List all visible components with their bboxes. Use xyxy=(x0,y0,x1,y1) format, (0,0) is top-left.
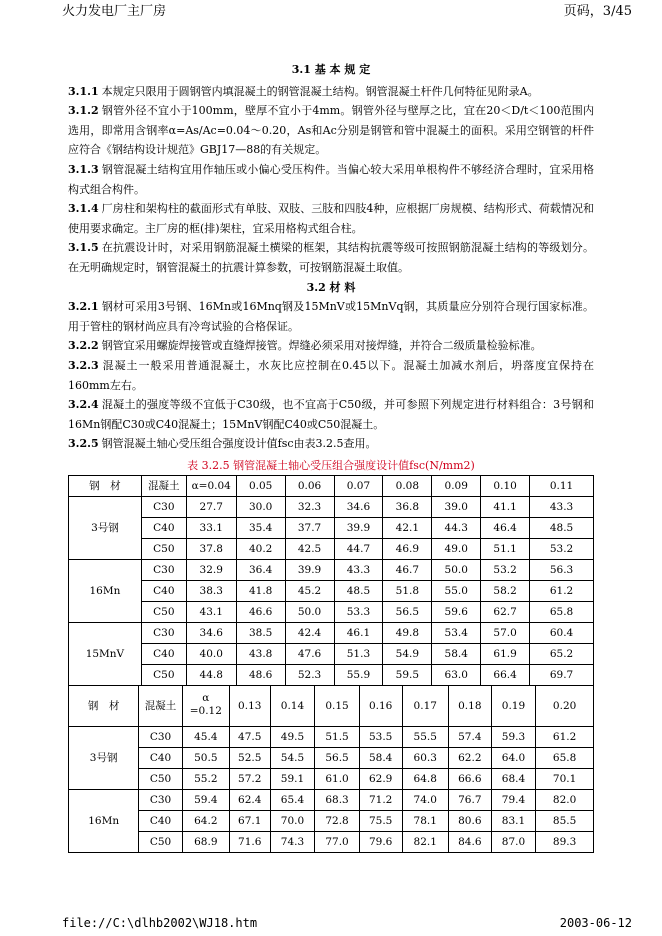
table-row xyxy=(69,790,594,811)
strength-value: 46.9 xyxy=(383,539,432,560)
strength-value: 40.2 xyxy=(236,539,285,560)
steel-grade: 15MnV xyxy=(69,623,142,686)
strength-value: 84.6 xyxy=(448,832,491,853)
table-row xyxy=(69,832,594,853)
strength-value: 38.3 xyxy=(186,581,236,602)
strength-value: 60.3 xyxy=(402,748,448,769)
strength-value: 41.1 xyxy=(481,497,530,518)
strength-value: 49.5 xyxy=(270,727,315,748)
strength-value: 51.8 xyxy=(383,581,432,602)
strength-value: 72.8 xyxy=(315,811,360,832)
steel-grade: 16Mn xyxy=(69,790,139,853)
concrete-grade: C30 xyxy=(141,497,186,518)
strength-value: 32.3 xyxy=(285,497,334,518)
header-alpha: 0.18 xyxy=(448,686,491,727)
strength-value: 52.3 xyxy=(285,665,334,686)
print-date: 2003-06-12 xyxy=(559,916,632,930)
strength-value: 43.3 xyxy=(334,560,383,581)
concrete-grade: C40 xyxy=(141,644,186,665)
strength-value: 70.0 xyxy=(270,811,315,832)
strength-value: 27.7 xyxy=(186,497,236,518)
strength-value: 58.4 xyxy=(432,644,481,665)
strength-value: 64.2 xyxy=(182,811,229,832)
section-title-3-2: 3.2 材 料 xyxy=(306,280,356,294)
strength-value: 52.5 xyxy=(229,748,270,769)
strength-value: 44.8 xyxy=(186,665,236,686)
table-row xyxy=(69,811,594,832)
concrete-grade: C50 xyxy=(139,832,183,853)
strength-value: 48.6 xyxy=(236,665,285,686)
strength-value: 51.3 xyxy=(334,644,383,665)
clause-paragraph xyxy=(68,336,594,356)
strength-value: 30.0 xyxy=(236,497,285,518)
strength-value: 50.0 xyxy=(285,602,334,623)
concrete-grade: C50 xyxy=(139,769,183,790)
strength-value: 62.9 xyxy=(359,769,402,790)
strength-value: 55.5 xyxy=(402,727,448,748)
clause-number: 3.2.1 xyxy=(68,300,99,314)
header-alpha: 0.11 xyxy=(530,476,594,497)
clause-text: 本规定只限用于圆钢管内填混凝土的钢管混凝土结构。钢管混凝土杆件几何特征见附录A。 xyxy=(101,84,539,98)
strength-value: 56.5 xyxy=(315,748,360,769)
concrete-grade: C40 xyxy=(141,518,186,539)
strength-value: 50.0 xyxy=(432,560,481,581)
header-alpha: 0.16 xyxy=(359,686,402,727)
steel-grade: 3号钢 xyxy=(69,497,142,560)
clause-paragraph xyxy=(68,434,594,454)
clause-paragraph xyxy=(68,160,594,199)
strength-value: 45.4 xyxy=(182,727,229,748)
strength-value: 68.3 xyxy=(315,790,360,811)
concrete-grade: C30 xyxy=(141,560,186,581)
clause-number: 3.2.2 xyxy=(68,339,99,353)
clause-text: 钢管宜采用螺旋焊接管或直缝焊接管。焊缝必须采用对接焊缝，并符合二级质量检验标准。 xyxy=(101,339,542,353)
concrete-grade: C40 xyxy=(141,581,186,602)
header-alpha: 0.20 xyxy=(536,686,594,727)
header-alpha: 0.09 xyxy=(432,476,481,497)
strength-value: 40.0 xyxy=(186,644,236,665)
strength-value: 59.5 xyxy=(383,665,432,686)
strength-value: 34.6 xyxy=(334,497,383,518)
strength-value: 82.1 xyxy=(402,832,448,853)
strength-value: 78.1 xyxy=(402,811,448,832)
strength-value: 71.2 xyxy=(359,790,402,811)
strength-value: 35.4 xyxy=(236,518,285,539)
strength-value: 36.4 xyxy=(236,560,285,581)
clause-text: 钢管混凝土轴心受压组合强度设计值fsc由表3.2.5查用。 xyxy=(101,437,377,451)
strength-value: 83.1 xyxy=(491,811,536,832)
strength-value: 76.7 xyxy=(448,790,491,811)
strength-value: 70.1 xyxy=(536,769,594,790)
strength-value: 39.9 xyxy=(334,518,383,539)
strength-value: 65.4 xyxy=(270,790,315,811)
strength-value: 46.6 xyxy=(236,602,285,623)
page-header-title: 火力发电厂主厂房 xyxy=(62,4,167,19)
strength-value: 68.9 xyxy=(182,832,229,853)
clause-number: 3.2.3 xyxy=(68,358,99,372)
strength-value: 53.2 xyxy=(481,560,530,581)
strength-value: 63.0 xyxy=(432,665,481,686)
table-row xyxy=(69,665,594,686)
section-3-1-paragraphs xyxy=(68,82,594,278)
clause-paragraph xyxy=(68,297,594,336)
clause-text: 钢材可采用3号钢、16Mn或16Mnq钢及15MnV或15MnVq钢，其质量应分别符合现行国家标准。用于管柱的钢材尚应具有冷弯试验的合格保证。 xyxy=(68,300,594,333)
strength-value: 58.4 xyxy=(359,748,402,769)
concrete-grade: C40 xyxy=(139,811,183,832)
strength-value: 57.2 xyxy=(229,769,270,790)
strength-value: 62.2 xyxy=(448,748,491,769)
strength-value: 77.0 xyxy=(315,832,360,853)
table-row xyxy=(69,539,594,560)
table-row xyxy=(69,644,594,665)
clause-number: 3.1.3 xyxy=(68,162,99,176)
table-row xyxy=(69,769,594,790)
strength-value: 47.5 xyxy=(229,727,270,748)
table-row xyxy=(69,560,594,581)
clause-text: 厂房柱和架构柱的截面形式有单肢、双肢、三肢和四肢4种，应根据厂房规模、结构形式、荷载情况和使用要求确定。主厂房的框(排)架柱，宜采用格构式组合柱。 xyxy=(68,202,594,235)
strength-value: 33.1 xyxy=(186,518,236,539)
strength-value: 59.1 xyxy=(270,769,315,790)
strength-value: 65.8 xyxy=(530,602,594,623)
clause-number: 3.2.5 xyxy=(68,437,99,451)
header-alpha: 0.17 xyxy=(402,686,448,727)
strength-value: 61.2 xyxy=(536,727,594,748)
strength-value: 37.8 xyxy=(186,539,236,560)
strength-value: 50.5 xyxy=(182,748,229,769)
clause-number: 3.1.2 xyxy=(68,104,99,118)
header-concrete: 混凝土 xyxy=(139,686,183,727)
strength-value: 56.5 xyxy=(383,602,432,623)
strength-value: 79.6 xyxy=(359,832,402,853)
strength-value: 53.5 xyxy=(359,727,402,748)
concrete-grade: C50 xyxy=(141,539,186,560)
strength-value: 46.7 xyxy=(383,560,432,581)
strength-value: 39.0 xyxy=(432,497,481,518)
section-3-2-paragraphs xyxy=(68,297,594,454)
strength-value: 38.5 xyxy=(236,623,285,644)
strength-table xyxy=(68,475,594,686)
strength-value: 69.7 xyxy=(530,665,594,686)
strength-value: 59.6 xyxy=(432,602,481,623)
concrete-grade: C30 xyxy=(139,790,183,811)
strength-value: 49.0 xyxy=(432,539,481,560)
table-row xyxy=(69,581,594,602)
strength-value: 54.5 xyxy=(270,748,315,769)
alpha-symbol: α xyxy=(202,691,210,704)
strength-value: 56.3 xyxy=(530,560,594,581)
clause-number: 3.1.5 xyxy=(68,241,99,255)
table-row xyxy=(69,623,594,644)
strength-value: 89.3 xyxy=(536,832,594,853)
strength-value: 85.5 xyxy=(536,811,594,832)
strength-value: 67.1 xyxy=(229,811,270,832)
strength-value: 55.0 xyxy=(432,581,481,602)
strength-value: 60.4 xyxy=(530,623,594,644)
strength-value: 51.1 xyxy=(481,539,530,560)
clause-text: 混凝土的强度等级不宜低于C30级，也不宜高于C50级，并可参照下列规定进行材料组合：3号钢和16Mn钢配C30或C40混凝土；15MnV钢配C40或C50混凝土。 xyxy=(68,398,594,431)
strength-value: 55.9 xyxy=(334,665,383,686)
table-row xyxy=(69,497,594,518)
strength-value: 79.4 xyxy=(491,790,536,811)
strength-value: 41.8 xyxy=(236,581,285,602)
file-path: file://C:\dlhb2002\WJ18.htm xyxy=(62,916,258,930)
strength-value: 57.4 xyxy=(448,727,491,748)
header-alpha-first xyxy=(182,686,229,727)
clause-number: 3.1.4 xyxy=(68,202,99,216)
header-alpha: 0.13 xyxy=(229,686,270,727)
strength-value: 87.0 xyxy=(491,832,536,853)
clause-text: 混凝土一般采用普通混凝土，水灰比应控制在0.45以下。混凝土加减水剂后，坍落度宜保持在160mm左右。 xyxy=(68,358,594,392)
clause-text: 钢管混凝土结构宜用作轴压或小偏心受压构件。当偏心较大采用单根构件不够经济合理时，宜采用格构式组合构件。 xyxy=(68,162,594,196)
strength-value: 53.3 xyxy=(334,602,383,623)
concrete-grade: C40 xyxy=(139,748,183,769)
strength-value: 55.2 xyxy=(182,769,229,790)
concrete-grade: C30 xyxy=(139,727,183,748)
table-row xyxy=(69,602,594,623)
strength-value: 46.1 xyxy=(334,623,383,644)
strength-value: 74.3 xyxy=(270,832,315,853)
strength-value: 42.5 xyxy=(285,539,334,560)
clause-paragraph xyxy=(68,356,594,395)
strength-value: 74.0 xyxy=(402,790,448,811)
strength-value: 61.2 xyxy=(530,581,594,602)
strength-value: 34.6 xyxy=(186,623,236,644)
strength-value: 39.9 xyxy=(285,560,334,581)
strength-value: 62.7 xyxy=(481,602,530,623)
strength-value: 53.2 xyxy=(530,539,594,560)
alpha-label xyxy=(190,692,222,718)
strength-value: 65.2 xyxy=(530,644,594,665)
strength-value: 48.5 xyxy=(334,581,383,602)
strength-value: 32.9 xyxy=(186,560,236,581)
strength-value: 42.1 xyxy=(383,518,432,539)
strength-value: 61.0 xyxy=(315,769,360,790)
clause-number: 3.2.4 xyxy=(68,398,99,412)
strength-value: 37.7 xyxy=(285,518,334,539)
strength-value: 54.9 xyxy=(383,644,432,665)
strength-value: 61.9 xyxy=(481,644,530,665)
strength-value: 68.4 xyxy=(491,769,536,790)
header-alpha: 0.07 xyxy=(334,476,383,497)
table-row xyxy=(69,518,594,539)
strength-value: 65.8 xyxy=(536,748,594,769)
header-concrete: 混凝土 xyxy=(141,476,186,497)
concrete-grade: C50 xyxy=(141,602,186,623)
strength-value: 44.7 xyxy=(334,539,383,560)
strength-value: 80.6 xyxy=(448,811,491,832)
header-steel: 钢 材 xyxy=(69,476,142,497)
concrete-grade: C50 xyxy=(141,665,186,686)
strength-value: 36.8 xyxy=(383,497,432,518)
strength-value: 75.5 xyxy=(359,811,402,832)
strength-value: 59.4 xyxy=(182,790,229,811)
strength-value: 51.5 xyxy=(315,727,360,748)
strength-value: 45.2 xyxy=(285,581,334,602)
table-header-row xyxy=(69,686,594,727)
clause-text: 钢管外径不宜小于100mm，壁厚不宜小于4mm。钢管外径与壁厚之比，宜在20＜D/t＜100范围内选用，即常用含钢率α=As/Ac=0.04～0.20，As和Ac分别是钢管和管中混凝土的面积。采用空钢管的杆件应符合《钢结构设计规范》GBJ17—88的有关规定。 xyxy=(68,104,594,157)
header-alpha: α=0.04 xyxy=(186,476,236,497)
header-alpha: 0.05 xyxy=(236,476,285,497)
strength-value: 59.3 xyxy=(491,727,536,748)
clause-number: 3.1.1 xyxy=(68,84,99,98)
document-body xyxy=(68,58,594,853)
strength-value: 71.6 xyxy=(229,832,270,853)
strength-value: 66.4 xyxy=(481,665,530,686)
alpha-first-value: =0.12 xyxy=(189,704,222,717)
table-row xyxy=(69,727,594,748)
strength-value: 62.4 xyxy=(229,790,270,811)
strength-value: 49.8 xyxy=(383,623,432,644)
steel-grade: 3号钢 xyxy=(69,727,139,790)
header-alpha: 0.10 xyxy=(481,476,530,497)
strength-value: 43.3 xyxy=(530,497,594,518)
clause-paragraph xyxy=(68,395,594,434)
strength-value: 42.4 xyxy=(285,623,334,644)
clause-paragraph xyxy=(68,82,594,102)
header-alpha: 0.14 xyxy=(270,686,315,727)
strength-value: 47.6 xyxy=(285,644,334,665)
header-steel: 钢 材 xyxy=(69,686,139,727)
header-alpha: 0.15 xyxy=(315,686,360,727)
section-title-3-1: 3.1 基 本 规 定 xyxy=(291,63,371,76)
strength-value: 66.6 xyxy=(448,769,491,790)
clause-paragraph xyxy=(68,238,594,277)
clause-text: 在抗震设计时，对采用钢筋混凝土横梁的框架，其结构抗震等级可按照钢筋混凝土结构的等级划分。在无明确规定时，钢管混凝土的抗震计算参数，可按钢筋混凝土取值。 xyxy=(68,241,594,274)
strength-value: 57.0 xyxy=(481,623,530,644)
strength-value: 48.5 xyxy=(530,518,594,539)
table-row xyxy=(69,748,594,769)
concrete-grade: C30 xyxy=(141,623,186,644)
strength-value: 64.8 xyxy=(402,769,448,790)
header-alpha: 0.19 xyxy=(491,686,536,727)
strength-value: 53.4 xyxy=(432,623,481,644)
clause-paragraph xyxy=(68,199,594,238)
strength-value: 44.3 xyxy=(432,518,481,539)
header-alpha: 0.06 xyxy=(285,476,334,497)
page-number: 页码，3/45 xyxy=(563,4,632,19)
strength-value: 64.0 xyxy=(491,748,536,769)
table-caption: 表 3.2.5 钢管混凝土轴心受压组合强度设计值fsc(N/mm2) xyxy=(187,458,475,472)
clause-paragraph xyxy=(68,101,594,160)
strength-table-continued xyxy=(68,685,594,853)
steel-grade: 16Mn xyxy=(69,560,142,623)
strength-value: 43.1 xyxy=(186,602,236,623)
strength-value: 46.4 xyxy=(481,518,530,539)
header-alpha: 0.08 xyxy=(383,476,432,497)
strength-value: 82.0 xyxy=(536,790,594,811)
strength-value: 43.8 xyxy=(236,644,285,665)
strength-value: 58.2 xyxy=(481,581,530,602)
